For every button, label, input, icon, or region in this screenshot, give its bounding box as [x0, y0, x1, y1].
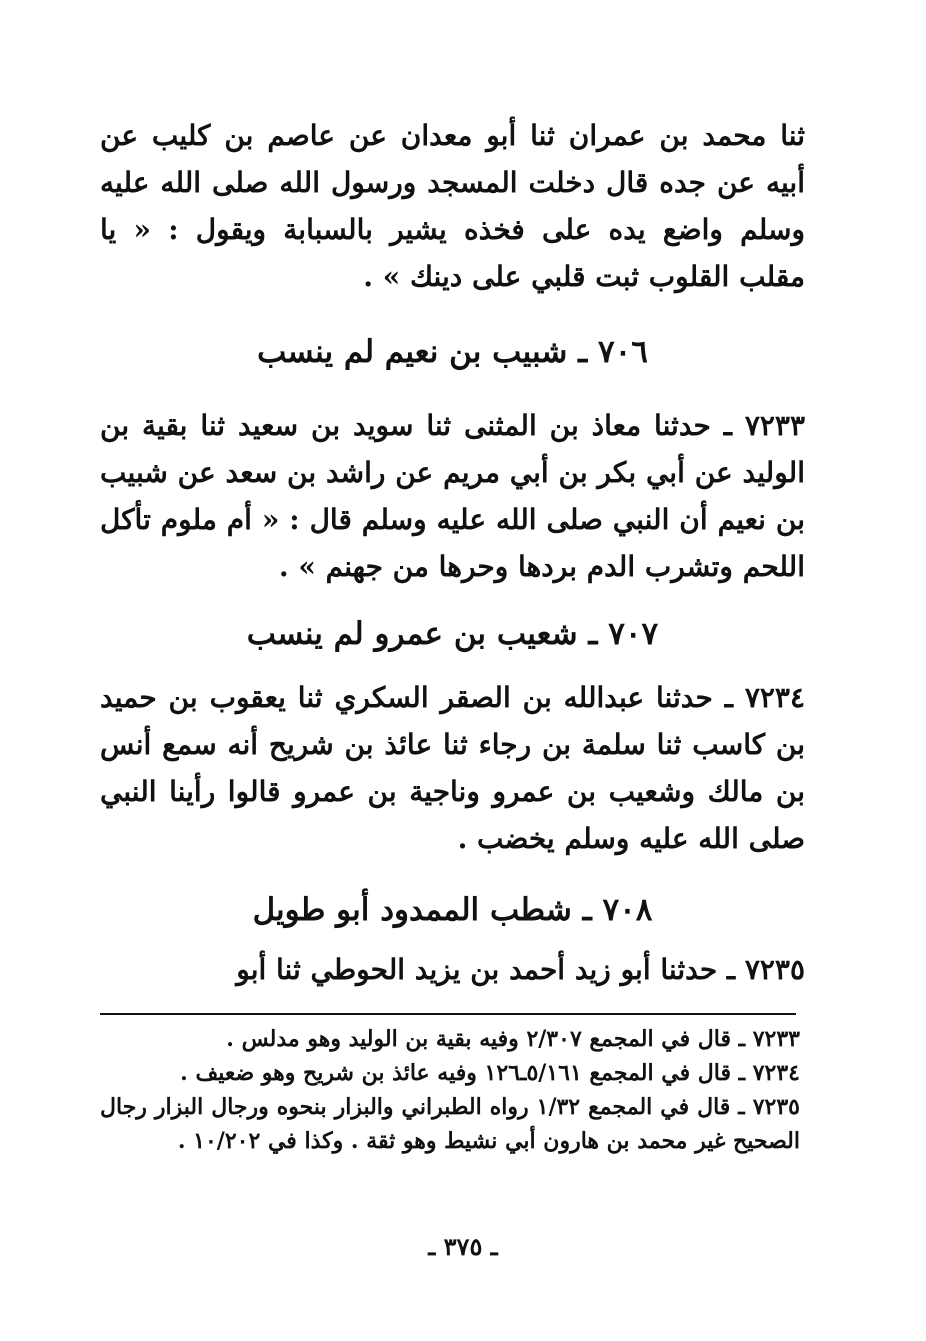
hadith-entry-7233: ٧٢٣٣ ـ حدثنا معاذ بن المثنى ثنا سويد بن سعيد ثنا بقية بن الوليد عن أبي بكر بن أبي مريم عن راشد بن سعد عن شبيب بن نعيم أن النبي صلى الله عليه وسلم قال : « أم ملوم تأكل اللحم وتشرب الدم بردها وحرها من جهنم » .	[100, 409, 805, 583]
footnote-divider	[100, 1013, 796, 1015]
intro-paragraph: ثنا محمد بن عمران ثنا أبو معدان عن عاصم بن كليب عن أبيه عن جده قال دخلت المسجد ورسول الله صلى الله عليه وسلم واضع يده على فخذه يشير بالسبابة ويقول : « يا مقلب القلوب ثبت قلبي على دينك » .	[100, 119, 805, 293]
footnotes	[100, 1022, 800, 1158]
page-number: ـ ٣٧٥ ـ	[428, 1232, 498, 1261]
footnote-7235: ٧٢٣٥ ـ قال في المجمع ١/٣٢ رواه الطبراني والبزار بنحوه ورجال البزار رجال الصحيح غير محمد بن هارون أبي نشيط وهو ثقة . وكذا في ١٠/٢٠٢ .	[100, 1094, 800, 1154]
hadith-entry-7235: ٧٢٣٥ ـ حدثنا أبو زيد أحمد بن يزيد الحوطي ثنا أبو	[236, 953, 805, 986]
section-heading-708: ٧٠٨ ـ شطب الممدود أبو طويل	[252, 892, 653, 928]
hadith-entry-7234: ٧٢٣٤ ـ حدثنا عبدالله بن الصقر السكري ثنا يعقوب بن حميد بن كاسب ثنا سلمة بن رجاء ثنا عائذ بن شريح أنه سمع أنس بن مالك وشعيب بن عمرو وناجية بن عمرو قالوا رأينا النبي صلى الله عليه وسلم يخضب .	[100, 681, 805, 855]
section-heading-706: ٧٠٦ ـ شبيب بن نعيم لم ينسب	[257, 334, 648, 370]
section-heading-707: ٧٠٧ ـ شعيب بن عمرو لم ينسب	[246, 616, 659, 652]
footnote-7234: ٧٢٣٤ ـ قال في المجمع ٥/١٦١ـ١٢٦ وفيه عائذ بن شريح وهو ضعيف .	[180, 1060, 800, 1086]
main-text	[100, 112, 805, 993]
footnote-7233: ٧٢٣٣ ـ قال في المجمع ٢/٣٠٧ وفيه بقية بن الوليد وهو مدلس .	[226, 1026, 800, 1052]
